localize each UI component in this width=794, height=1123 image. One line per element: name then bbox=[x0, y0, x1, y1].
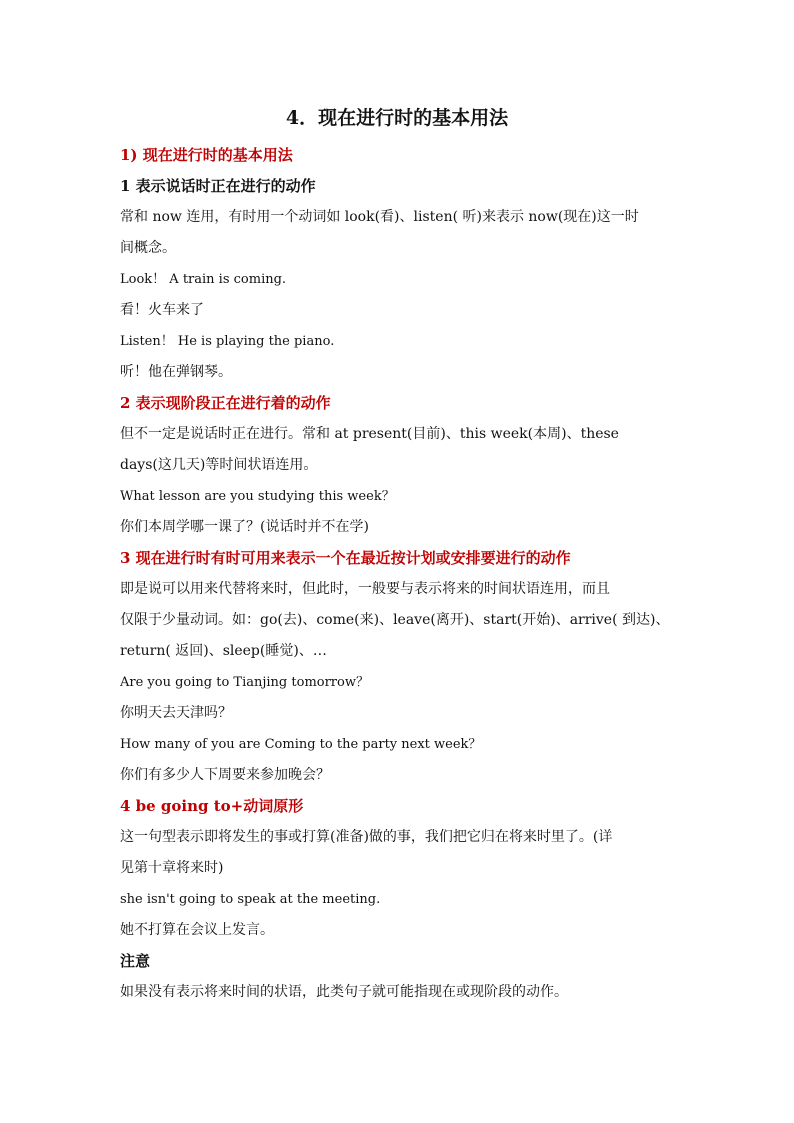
text-line: Are you going to Tianjing tomorrow？ bbox=[120, 675, 369, 690]
section-heading: 3 现在进行时有时可用来表示一个在最近按计划或安排要进行的动作 bbox=[120, 549, 571, 567]
section-heading: 4 be going to+动词原形 bbox=[120, 797, 304, 815]
text-line: 你们本周学哪一课了？(说话时并不在学) bbox=[120, 519, 369, 535]
text-line: Listen！ He is playing the piano. bbox=[120, 334, 335, 349]
document-body bbox=[120, 140, 720, 1008]
section-heading: 注意 bbox=[120, 952, 151, 970]
text-line: return( 返回)、sleep(睡觉)、… bbox=[120, 643, 327, 659]
text-line: 看！火车来了 bbox=[120, 302, 204, 318]
page-title: 4．现在进行时的基本用法 bbox=[285, 107, 509, 129]
text-line: days(这几天)等时间状语连用。 bbox=[120, 457, 318, 473]
text-line: 她不打算在会议上发言。 bbox=[120, 922, 274, 938]
text-line: Look！ A train is coming. bbox=[120, 272, 287, 287]
text-line: 即是说可以用来代替将来时，但此时，一般要与表示将来的时间状语连用，而且 bbox=[120, 581, 610, 597]
text-line: 这一句型表示即将发生的事或打算(准备)做的事，我们把它归在将来时里了。(详 bbox=[120, 829, 613, 845]
text-line: 间概念。 bbox=[120, 240, 176, 256]
text-line: 如果没有表示将来时间的状语，此类句子就可能指现在或现阶段的动作。 bbox=[120, 984, 568, 1000]
text-line: What lesson are you studying this week？ bbox=[120, 489, 395, 504]
section-heading: 1) 现在进行时的基本用法 bbox=[120, 146, 293, 164]
text-line: 见第十章将来时) bbox=[120, 860, 224, 876]
text-line: How many of you are Coming to the party next week？ bbox=[120, 737, 482, 752]
text-line: 你明天去天津吗？ bbox=[120, 705, 232, 721]
text-line: 仅限于少量动词。如：go(去)、come(来)、leave(离开)、start(开始)、arrive( 到达)、 bbox=[120, 612, 670, 628]
section-heading: 1 表示说话时正在进行的动作 bbox=[120, 177, 316, 195]
text-line: she isn't going to speak at the meeting. bbox=[120, 892, 381, 907]
text-line: 听！他在弹钢琴。 bbox=[120, 364, 232, 380]
section-heading: 2 表示现阶段正在进行着的动作 bbox=[120, 394, 331, 412]
text-line: 但不一定是说话时正在进行。常和 at present(目前)、this week(本周)、these bbox=[120, 426, 619, 442]
text-line: 常和 now 连用，有时用一个动词如 look(看)、listen( 听)来表示 now(现在)这一时 bbox=[120, 209, 639, 225]
text-line: 你们有多少人下周要来参加晚会？ bbox=[120, 767, 330, 783]
